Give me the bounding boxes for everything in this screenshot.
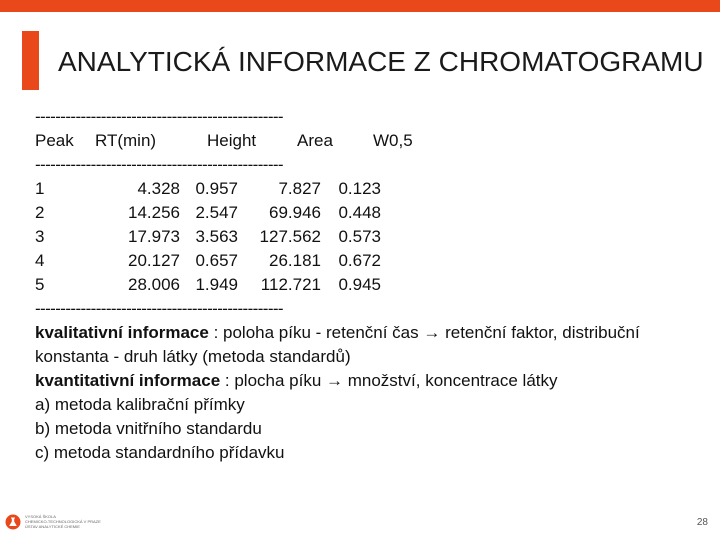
cell-rt: 17.973 [128,227,180,246]
top-accent-band [0,0,720,12]
cell-rt: 20.127 [128,251,180,270]
cell-area: 69.946 [269,203,321,222]
cell-peak: 2 [35,203,45,222]
qualitative-text: : poloha píku - retenční čas → retenční faktor, distribuční [208,323,640,342]
cell-peak: 3 [35,227,45,246]
cell-width: 0.945 [338,275,381,294]
table-row [35,225,705,249]
cell-rt: 4.328 [137,179,180,198]
method-item: a) metoda kalibrační přímky [35,395,245,414]
cell-rt: 28.006 [128,275,180,294]
cell-height: 0.957 [195,179,238,198]
table-separator-top: ------------------------------------------------- [35,107,283,126]
footer-line: VYSOKÁ ŠKOLA [25,514,56,519]
cell-height: 3.563 [195,227,238,246]
page-number: 28 [696,517,708,528]
header-area: Area [297,131,333,150]
slide-title: ANALYTICKÁ INFORMACE Z CHROMATOGRAMU [58,46,704,77]
qualitative-label: kvalitativní informace [35,323,209,342]
table-row [35,249,705,273]
cell-width: 0.573 [338,227,381,246]
cell-area: 127.562 [259,227,321,246]
cell-width: 0.672 [338,251,381,270]
method-item: c) metoda standardního přídavku [35,443,285,462]
table-row [35,177,705,201]
header-rt: RT(min) [95,131,157,150]
cell-width: 0.123 [338,179,381,198]
table-separator-middle: ------------------------------------------------- [35,155,283,174]
method-item: b) metoda vnitřního standardu [35,419,262,438]
cell-height: 1.949 [195,275,238,294]
header-peak: Peak [35,131,74,150]
qualitative-info-line [35,321,705,345]
cell-area: 7.827 [278,179,321,198]
cell-peak: 1 [35,179,45,198]
qualitative-info-continuation: konstanta - druh látky (metoda standardů) [35,347,351,366]
footer-line: CHEMICKO-TECHNOLOGICKÁ V PRAZE [25,519,101,524]
flask-logo-icon [5,514,21,530]
footer-line: ÚSTAV ANALYTICKÉ CHEMIE [25,524,80,529]
quantitative-info-line [35,369,705,393]
slide-body [35,105,705,465]
quantitative-label: kvantitativní informace [35,371,221,390]
cell-height: 0.657 [195,251,238,270]
cell-peak: 5 [35,275,45,294]
cell-width: 0.448 [338,203,381,222]
header-width: W0,5 [373,131,413,150]
table-header-row [35,129,705,153]
table-row [35,273,705,297]
cell-area: 112.721 [260,275,321,294]
cell-area: 26.181 [269,251,321,270]
cell-height: 2.547 [195,203,238,222]
cell-rt: 14.256 [128,203,180,222]
header-height: Height [207,131,257,150]
title-accent-bar [22,31,39,90]
quantitative-text: : plocha píku → množství, koncentrace látky [220,371,558,390]
cell-peak: 4 [35,251,45,270]
footer-institution [25,514,101,529]
table-row [35,201,705,225]
table-separator-bottom: ------------------------------------------------- [35,299,283,318]
